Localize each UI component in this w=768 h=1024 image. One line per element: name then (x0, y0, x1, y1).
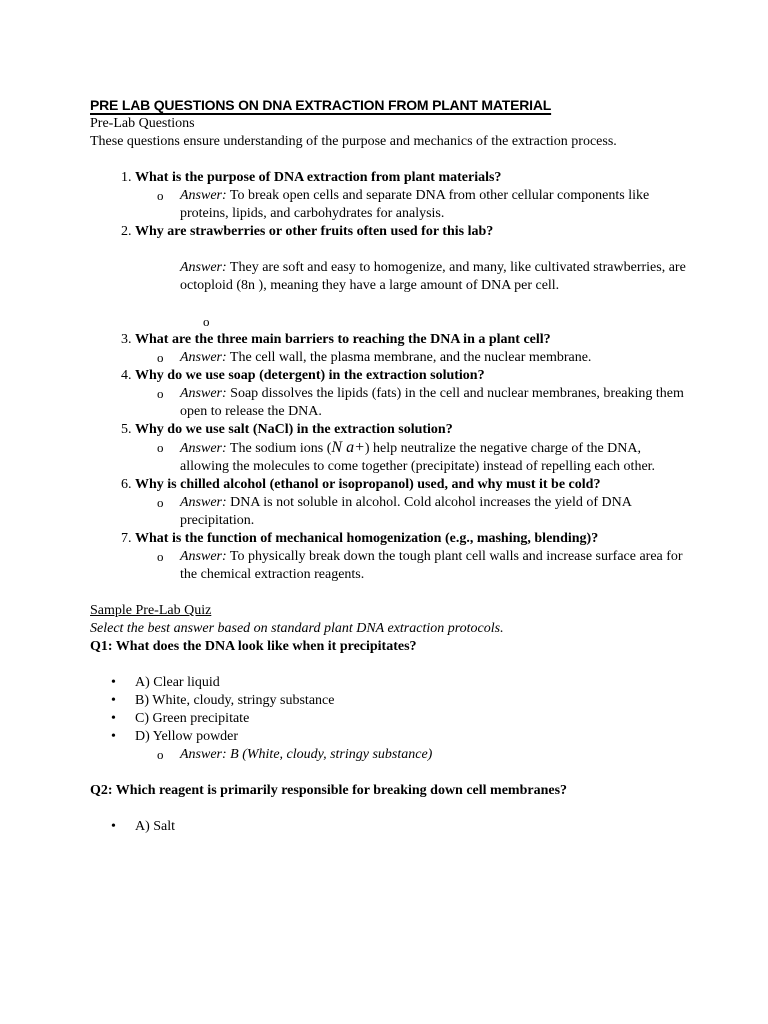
document-title: PRE LAB QUESTIONS ON DNA EXTRACTION FROM PLANT MATERIAL (90, 97, 552, 113)
o-bullet: o (203, 314, 210, 329)
choice-item (111, 692, 690, 710)
question-text: Why are strawberries or other fruits often used for this lab? (135, 224, 494, 239)
question-item (135, 169, 690, 223)
answer-text: To physically break down the tough plant cell walls and increase surface area for the chemical extraction reagents. (180, 549, 683, 582)
bullet: • (111, 729, 116, 744)
bullet: • (111, 675, 116, 690)
question-item (135, 530, 690, 584)
choice-item (111, 674, 690, 692)
document-page (90, 95, 690, 836)
bullet: • (111, 819, 116, 834)
choice-item (111, 728, 690, 764)
question-item (135, 367, 690, 421)
answer-label: Answer: (180, 495, 227, 510)
prelab-heading: Pre-Lab Questions (90, 116, 195, 131)
question-list (90, 169, 690, 584)
o-bullet: o (157, 495, 164, 510)
choice-item (111, 710, 690, 728)
question-text: Why is chilled alcohol (ethanol or isopropanol) used, and why must it be cold? (135, 477, 601, 492)
question-item (135, 421, 690, 476)
answer-text: The cell wall, the plasma membrane, and the nuclear membrane. (229, 350, 592, 365)
question-text: What are the three main barriers to reaching the DNA in a plant cell? (135, 332, 551, 347)
question-text: What is the function of mechanical homogenization (e.g., mashing, blending)? (135, 531, 599, 546)
question-item (135, 476, 690, 530)
quiz-heading: Sample Pre-Lab Quiz (90, 603, 212, 618)
answer-text: DNA is not soluble in alcohol. Cold alcohol increases the yield of DNA precipitation. (180, 495, 632, 528)
bullet: • (111, 711, 116, 726)
answer-text-pre: The sodium ions ( (229, 441, 332, 456)
question-item (135, 223, 690, 331)
quiz-1-choices (90, 674, 690, 764)
question-text: Why do we use salt (NaCl) in the extraction solution? (135, 422, 453, 437)
choice-item (111, 818, 690, 836)
quiz-1-answer: Answer: B (White, cloudy, stringy substance) (180, 747, 433, 762)
choice-text: A) Salt (135, 819, 176, 834)
answer-label: Answer: (180, 188, 227, 203)
quiz-question-1: Q1: What does the DNA look like when it precipitates? (90, 639, 417, 654)
answer-label: Answer: (180, 441, 227, 456)
quiz-2-choices (90, 818, 690, 836)
choice-text: A) Clear liquid (135, 675, 220, 690)
question-item (135, 331, 690, 367)
quiz-question-2: Q2: Which reagent is primarily responsible for breaking down cell membranes? (90, 783, 568, 798)
answer-item (157, 494, 690, 530)
o-bullet: o (157, 386, 164, 401)
answer-item (157, 349, 690, 367)
o-bullet: o (157, 440, 164, 455)
answer-item (157, 746, 690, 764)
answer-label: Answer: (180, 386, 227, 401)
answer-item (157, 548, 690, 584)
answer-label: Answer: (180, 260, 227, 275)
o-bullet: o (157, 350, 164, 365)
choice-text: B) White, cloudy, stringy substance (135, 693, 335, 708)
answer-item (157, 439, 690, 476)
choice-text: C) Green precipitate (135, 711, 250, 726)
answer-item (157, 187, 690, 223)
prelab-intro: These questions ensure understanding of the purpose and mechanics of the extraction process. (90, 134, 617, 149)
answer-label: Answer: (180, 549, 227, 564)
sodium-ion-formula: N a+ (331, 439, 365, 456)
question-text: What is the purpose of DNA extraction from plant materials? (135, 170, 502, 185)
bullet: • (111, 693, 116, 708)
o-bullet: o (157, 549, 164, 564)
choice-text: D) Yellow powder (135, 729, 239, 744)
answer-text: They are soft and easy to homogenize, and many, like cultivated strawberries, are octoploid (8n ), meaning they have a large amount of DNA per cell. (180, 260, 686, 293)
answer-text: To break open cells and separate DNA from other cellular components like proteins, lipids, and carbohydrates for analysis. (180, 188, 650, 221)
answer-label: Answer: (180, 350, 227, 365)
answer-item (135, 259, 690, 295)
question-text: Why do we use soap (detergent) in the extraction solution? (135, 368, 485, 383)
answer-text-post: ) help neutralize the negative charge of the DNA, allowing the molecules to come together (precipitate) instead of repelling each other. (180, 441, 656, 474)
o-bullet: o (157, 188, 164, 203)
answer-item (157, 385, 690, 421)
o-bullet: o (157, 747, 164, 762)
answer-text: Soap dissolves the lipids (fats) in the cell and nuclear membranes, breaking them open to release the DNA. (180, 386, 684, 419)
quiz-instruction: Select the best answer based on standard plant DNA extraction protocols. (90, 621, 504, 636)
